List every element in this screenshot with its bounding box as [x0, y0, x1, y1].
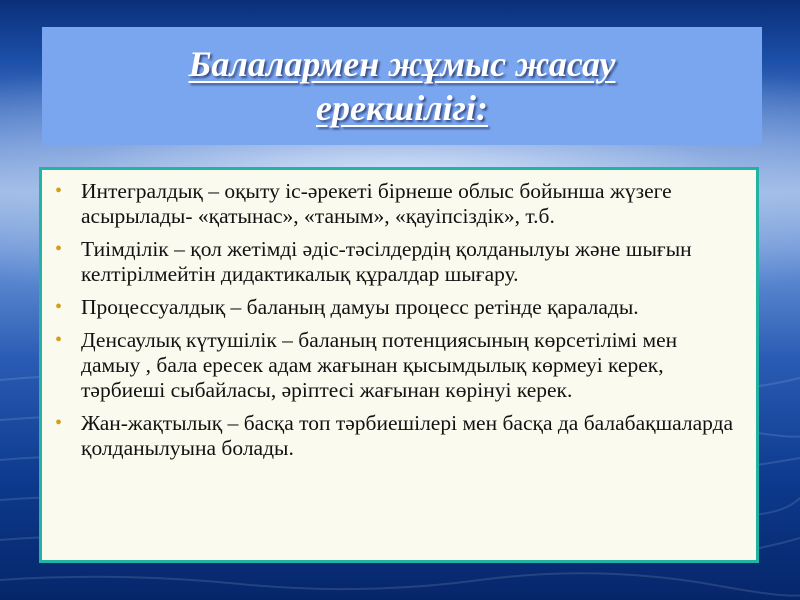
bullet-icon: • [55, 329, 63, 351]
bullet-text: Денсаулық күтушілік – баланың потенциясының көрсетілімі мен дамыу , бала ересек адам жағынан қысымдылық көрмеуі керек, тәрбиеші сыбайласы, әріптесі жағынан көрінуі керек. [81, 328, 678, 402]
bullet-icon: • [55, 412, 63, 434]
slide-title-line-1: Балалармен жұмыс жасау [188, 44, 616, 84]
bullet-item-health [52, 328, 736, 403]
title-box [42, 27, 762, 145]
bullet-icon: • [55, 296, 63, 318]
bullet-list [52, 179, 736, 461]
bullet-text: Процессуалдық – баланың дамуы процесс ретінде қаралады. [81, 295, 639, 319]
content-box [39, 167, 759, 563]
bullet-text: Интегралдық – оқыту іс-әрекеті бірнеше облыс бойынша жүзеге асырылады- «қатынас», «таным», «қауіпсіздік», т.б. [81, 179, 672, 228]
bullet-item-process [52, 295, 736, 320]
slide-title-line-2: ерекшілігі: [316, 88, 488, 128]
bullet-text: Жан-жақтылық – басқа топ тәрбиешілері мен басқа да балабақшаларда қолданылуына болады. [81, 411, 734, 460]
bullet-item-integration [52, 179, 736, 229]
bullet-icon: • [55, 180, 63, 202]
bullet-text: Тиімділік – қол жетімді әдіс-тәсілдердің қолданылуы және шығын келтірілмейтін дидактикалық құралдар шығару. [81, 237, 692, 286]
bullet-icon: • [55, 238, 63, 260]
bullet-item-versatility [52, 411, 736, 461]
bullet-item-efficiency [52, 237, 736, 287]
